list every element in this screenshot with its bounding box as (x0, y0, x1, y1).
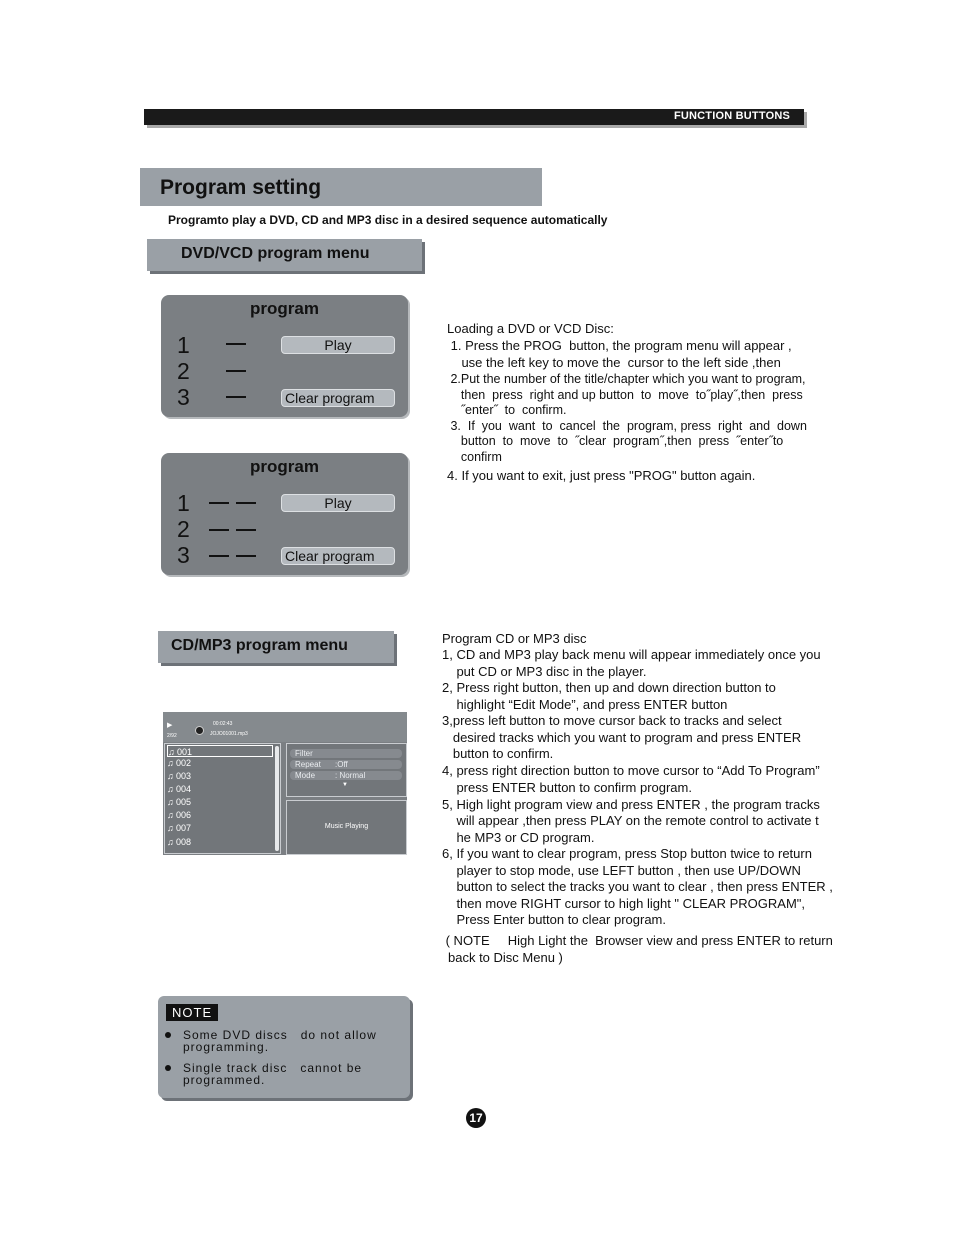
note-item: Single track disc cannot be programmed. (183, 1061, 363, 1087)
track-item[interactable]: ♫ 005 (167, 797, 192, 807)
disc-icon (195, 726, 204, 735)
instruction-line: 1. Press the PROG button, the program menu will appear , (447, 338, 792, 353)
cd-section-heading (158, 631, 394, 663)
instruction-line: 3. If you want to cancel the program, press right and down (447, 418, 807, 433)
page-number-badge: 17 (466, 1108, 486, 1128)
program-slot-dash (236, 555, 256, 557)
music-note-icon: ♫ (167, 758, 174, 768)
instruction-line: 6, If you want to clear program, press Stop button twice to return (442, 846, 812, 861)
instruction-line: 4. If you want to exit, just press "PROG" button again. (447, 468, 756, 483)
music-note-icon: ♫ (168, 747, 175, 757)
play-time: 00:02:43 (213, 721, 233, 727)
music-note-icon: ♫ (167, 797, 174, 807)
file-name: JOJO01001.mp3 (210, 731, 248, 737)
mp3-status-bar (163, 712, 407, 742)
music-note-icon: ♫ (167, 823, 174, 833)
instruction-line: he MP3 or CD program. (442, 830, 595, 845)
dvd-instructions (447, 321, 807, 484)
track-item[interactable]: ♫ 004 (167, 784, 192, 794)
mp3-player-screen (163, 712, 407, 855)
more-options-arrow-icon[interactable]: ▼ (342, 782, 348, 788)
music-note-icon: ♫ (167, 837, 174, 847)
instruction-line: 4, press right direction button to move cursor to “Add To Program” (442, 763, 820, 778)
program-slot-dash (226, 370, 246, 372)
program-slot-dash (209, 529, 229, 531)
instruction-line: use the left key to move the cursor to the left side ,then (447, 355, 781, 370)
instruction-line: Program CD or MP3 disc (442, 631, 587, 646)
instruction-line: desired tracks which you want to program and press ENTER (442, 730, 802, 745)
header-label: FUNCTION BUTTONS (673, 110, 790, 122)
header-bar (144, 109, 804, 125)
dvd-heading-text: DVD/VCD program menu (181, 245, 370, 262)
note-item: Some DVD discs do not allow programming. (183, 1028, 377, 1054)
instruction-line: button to select the tracks you want to clear , then press ENTER , (442, 879, 833, 894)
instruction-line: put CD or MP3 disc in the player. (442, 664, 647, 679)
track-item[interactable]: ♫ 008 (167, 837, 192, 847)
track-item[interactable]: ♫ 006 (167, 810, 192, 820)
instruction-line: 2.Put the number of the title/chapter which you want to program, (447, 372, 806, 386)
instruction-line: press ENTER button to confirm program. (442, 780, 692, 795)
panel-title: program (250, 457, 319, 476)
cd-heading-text: CD/MP3 program menu (171, 637, 348, 654)
program-slot-number: 3 (177, 542, 190, 568)
dvd-section-heading (147, 239, 422, 271)
program-slot-number: 3 (177, 384, 190, 410)
note-label: NOTE (166, 1004, 218, 1021)
clear-program-button[interactable]: Clear program (281, 547, 395, 565)
instruction-line: highlight “Edit Mode”, and press ENTER button (442, 697, 728, 712)
program-slot-dash (226, 343, 246, 345)
program-slot-dash (209, 555, 229, 557)
instruction-line: 2, Press right button, then up and down direction button to (442, 680, 776, 695)
music-note-icon: ♫ (167, 771, 174, 781)
list-scrollbar[interactable] (275, 746, 279, 851)
instruction-line: Loading a DVD or VCD Disc: (447, 321, 614, 336)
clear-program-button[interactable]: Clear program (281, 389, 395, 407)
note-panel (158, 996, 410, 1098)
instruction-line: will appear ,then press PLAY on the remote control to activate t (442, 813, 819, 828)
bullet-icon (165, 1032, 171, 1038)
track-item[interactable]: ♫ 007 (167, 823, 192, 833)
track-list[interactable] (164, 743, 281, 854)
music-note-icon: ♫ (167, 784, 174, 794)
music-playing-status: Music Playing (324, 823, 369, 830)
program-slot-number: 1 (177, 490, 190, 516)
program-slot-dash (236, 529, 256, 531)
instruction-line: then move RIGHT cursor to high light " CLEAR PROGRAM", (442, 896, 805, 911)
program-slot-dash (226, 396, 246, 398)
instruction-line: button to move to ˝clear program˝,then press ˝enter˝to (447, 434, 784, 448)
page-subtitle: Programto play a DVD, CD and MP3 disc in a desired sequence automatically (168, 213, 608, 227)
status-panel (286, 800, 407, 855)
mode-option[interactable]: Mode : Normal (290, 771, 402, 780)
instruction-line: Press Enter button to clear program. (442, 912, 666, 927)
repeat-option[interactable]: Repeat :Off (290, 760, 402, 769)
page-title: Program setting (160, 176, 322, 199)
instruction-line: 5, High light program view and press ENTER , the program tracks (442, 797, 820, 812)
options-panel (286, 743, 407, 797)
dvd-program-panel-2 (161, 453, 408, 575)
track-item[interactable]: ♫ 002 (167, 758, 192, 768)
cd-instructions (442, 630, 833, 966)
filter-option[interactable]: Filter (290, 749, 402, 758)
browser-note-line: ( NOTE High Light the Browser view and press ENTER to return (442, 933, 833, 948)
play-button[interactable]: Play (281, 494, 395, 512)
instruction-line: 1, CD and MP3 play back menu will appear immediately once you (442, 647, 821, 662)
program-slot-number: 2 (177, 358, 190, 384)
program-slot-number: 2 (177, 516, 190, 542)
instruction-line: confirm (447, 449, 502, 464)
instruction-line: button to confirm. (442, 746, 554, 761)
track-item[interactable]: ♫ 003 (167, 771, 192, 781)
program-slot-number: 1 (177, 332, 190, 358)
music-note-icon: ♫ (167, 810, 174, 820)
page-title-box (140, 168, 542, 206)
dvd-program-panel-1 (161, 295, 408, 417)
instruction-line: ˝enter˝ to confirm. (447, 403, 567, 417)
instruction-line: player to stop mode, use LEFT button , then use UP/DOWN (442, 863, 801, 878)
play-icon: ▶ (167, 722, 173, 729)
instruction-line: 3,press left button to move cursor back to tracks and select (442, 713, 782, 728)
bullet-icon (165, 1065, 171, 1071)
track-item-selected[interactable]: ♫ 001 (167, 745, 273, 757)
track-count: 2/92 (167, 733, 177, 739)
panel-title: program (250, 299, 319, 318)
browser-note-line: back to Disc Menu ) (448, 950, 563, 965)
program-slot-dash (209, 502, 229, 504)
play-button[interactable]: Play (281, 336, 395, 354)
program-slot-dash (236, 502, 256, 504)
instruction-line: then press right and up button to move to˝play˝,then press (447, 387, 803, 402)
